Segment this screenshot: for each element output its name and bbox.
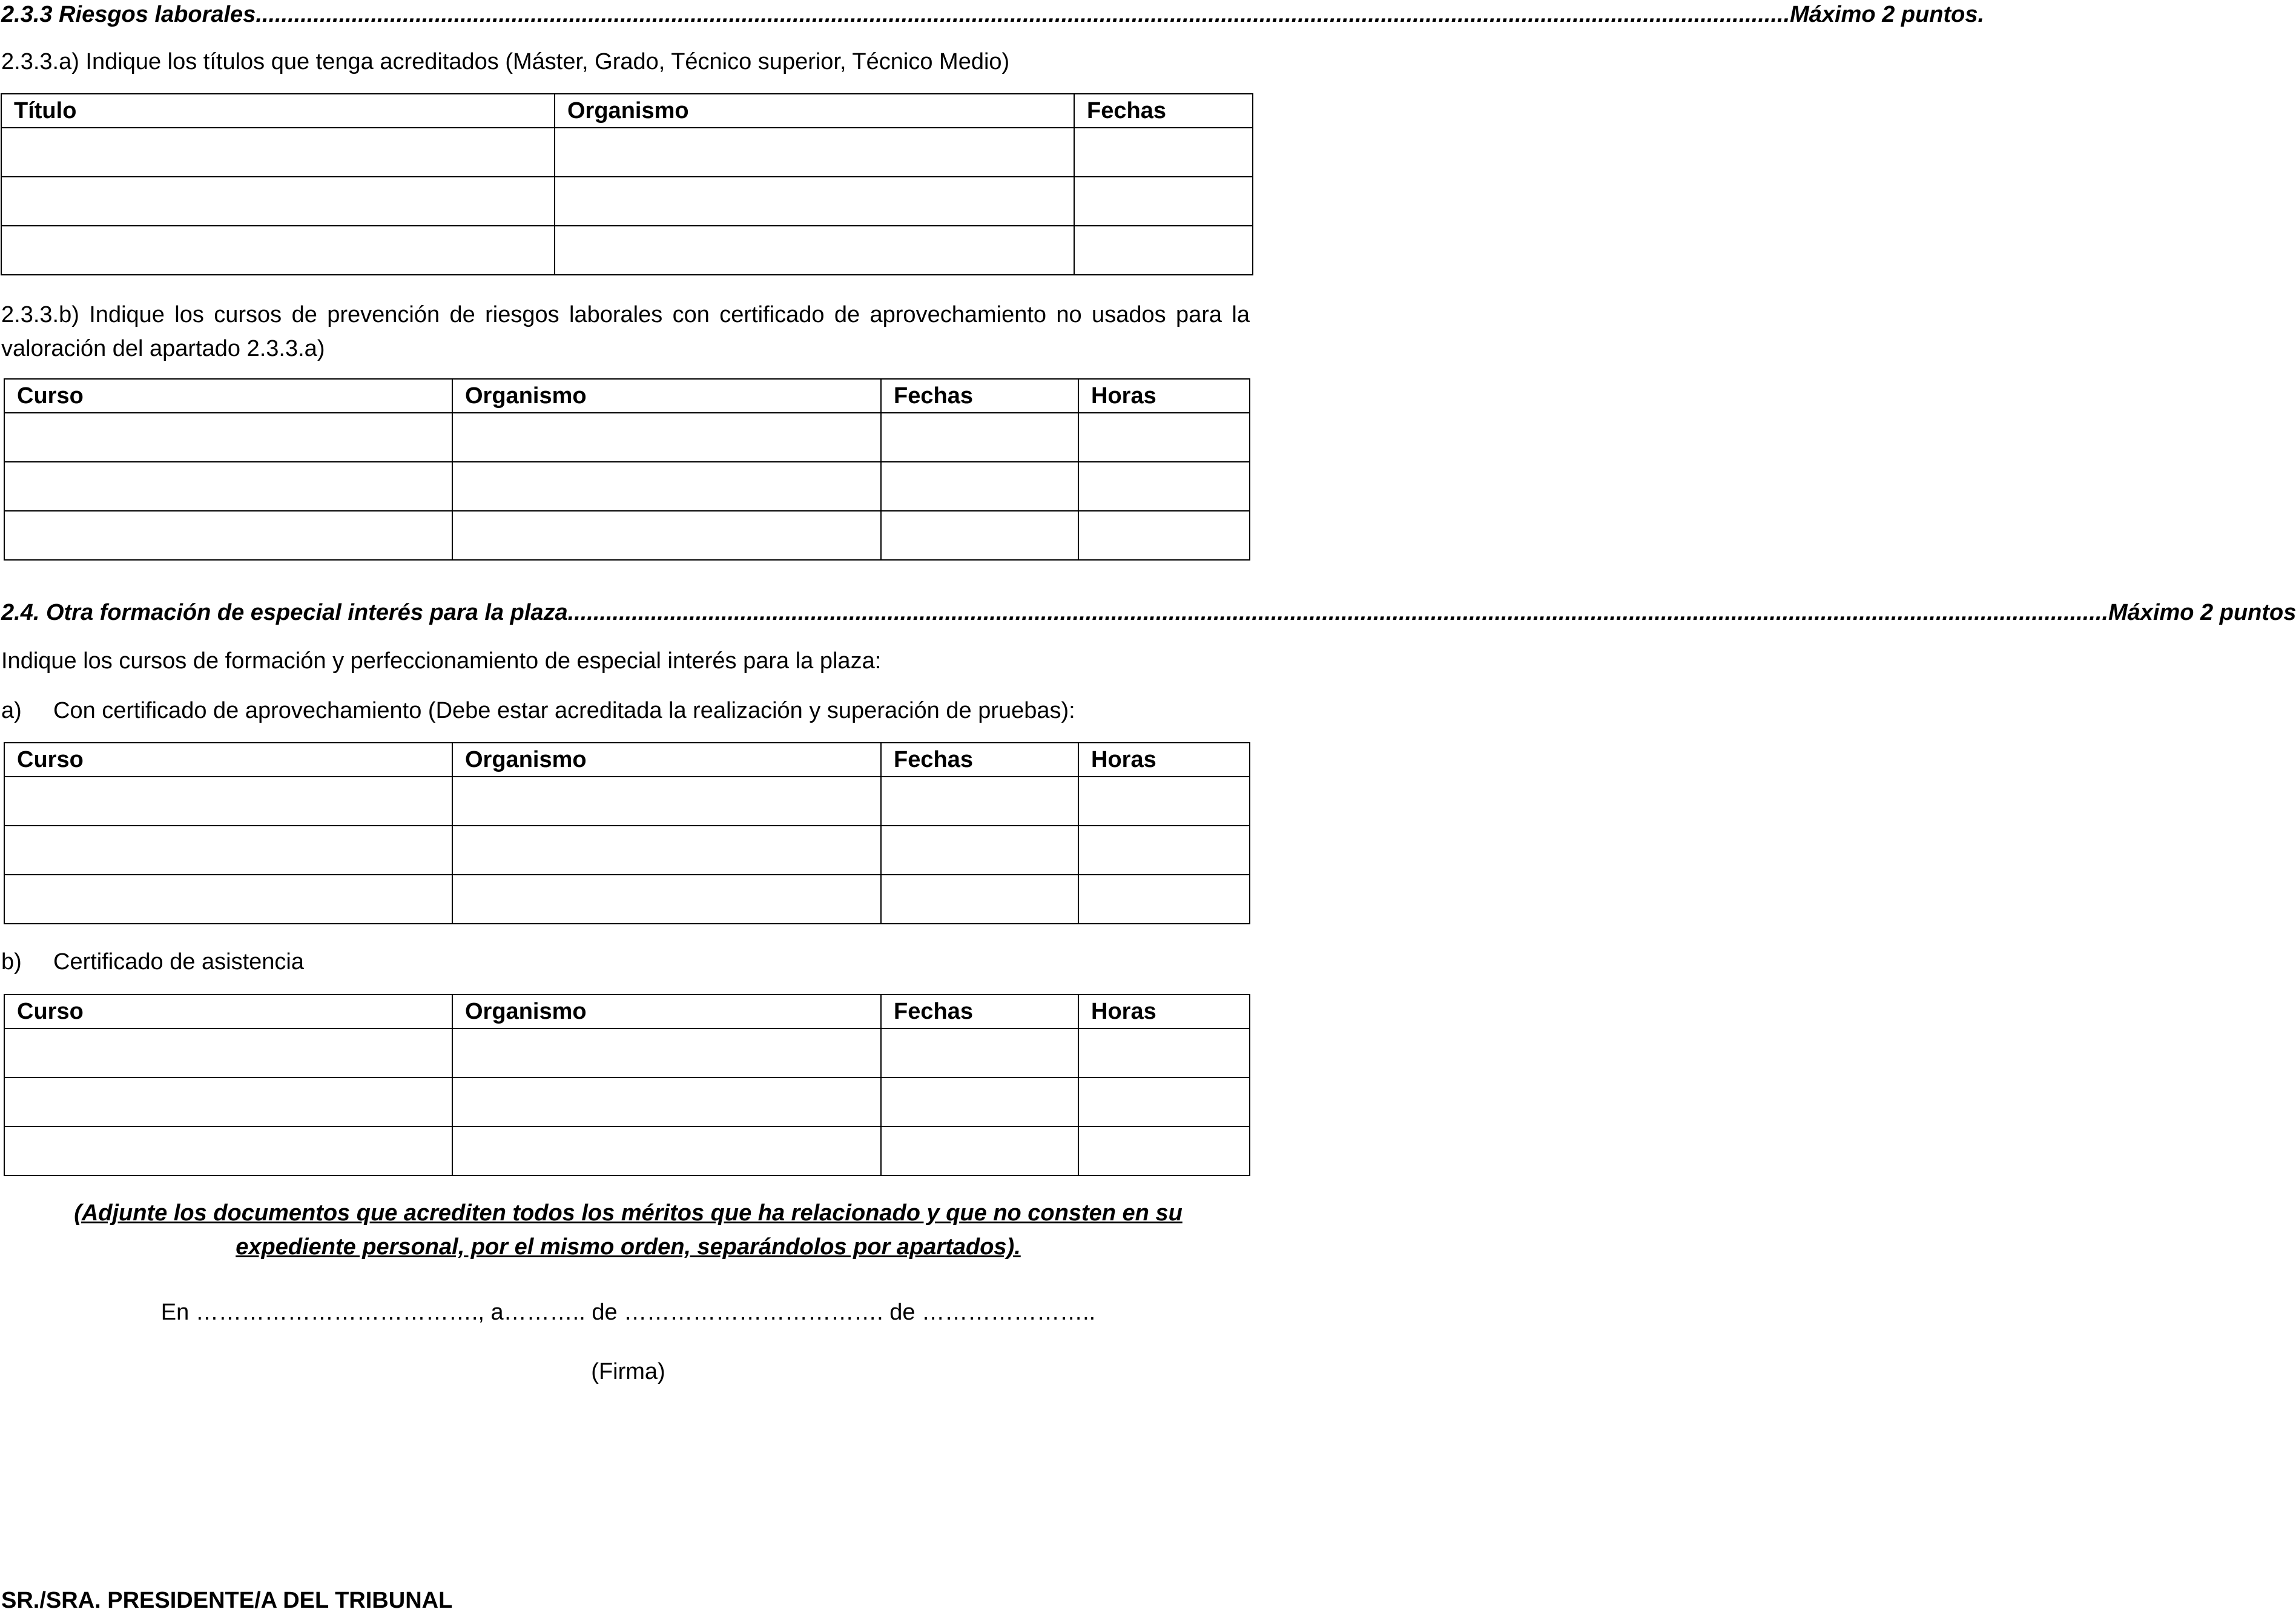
column-header: Organismo xyxy=(452,743,881,777)
column-header: Horas xyxy=(1078,995,1250,1028)
table-row[interactable] xyxy=(4,462,1250,511)
table-row[interactable] xyxy=(1,226,1253,275)
table-row[interactable] xyxy=(1,128,1253,177)
list-marker-b: b) xyxy=(1,949,22,975)
table-cell[interactable] xyxy=(1074,177,1253,226)
table-row[interactable] xyxy=(4,777,1250,826)
table-cell[interactable] xyxy=(452,413,881,462)
table-row[interactable] xyxy=(4,1077,1250,1127)
table-cell[interactable] xyxy=(4,1028,452,1077)
section-2-3-3-max-points: Máximo 2 puntos. xyxy=(1790,2,1985,27)
column-header: Organismo xyxy=(452,379,881,413)
table-cell[interactable] xyxy=(1,226,555,275)
section-2-3-3-a-intro: 2.3.3.a) Indique los títulos que tenga acreditados (Máster, Grado, Técnico superior, Técnico Medio) xyxy=(1,49,1010,74)
asistencia-courses-table xyxy=(4,994,1250,1176)
column-header: Horas xyxy=(1078,379,1250,413)
table-row[interactable] xyxy=(4,1028,1250,1077)
column-header: Fechas xyxy=(881,743,1078,777)
table-cell[interactable] xyxy=(881,875,1078,924)
column-header: Fechas xyxy=(1074,94,1253,128)
table-cell[interactable] xyxy=(4,777,452,826)
table-cell[interactable] xyxy=(452,1127,881,1176)
table-header-row xyxy=(4,379,1250,413)
table-cell[interactable] xyxy=(881,826,1078,875)
table-cell[interactable] xyxy=(881,777,1078,826)
table-header-row xyxy=(4,743,1250,777)
table-row[interactable] xyxy=(1,177,1253,226)
table-cell[interactable] xyxy=(1078,462,1250,511)
prl-courses-table xyxy=(4,378,1250,561)
table-cell[interactable] xyxy=(452,875,881,924)
table-cell[interactable] xyxy=(555,128,1074,177)
section-2-4-title: 2.4. Otra formación de especial interés para la plaza. xyxy=(1,600,575,625)
section-2-4-max-points: Máximo 2 puntos xyxy=(2108,600,2296,625)
table-cell[interactable] xyxy=(452,1028,881,1077)
table-row[interactable] xyxy=(4,413,1250,462)
column-header: Fechas xyxy=(881,379,1078,413)
addressee: SR./SRA. PRESIDENTE/A DEL TRIBUNAL xyxy=(1,1588,453,1613)
table-cell[interactable] xyxy=(4,462,452,511)
table-cell[interactable] xyxy=(881,1028,1078,1077)
attach-notice-line-2: expediente personal, por el mismo orden, separándolos por apartados). xyxy=(236,1234,1021,1260)
place-date-line[interactable]: En ………………………………., a……….. de ……………………………. de ………………….. xyxy=(160,1300,1096,1325)
column-header: Título xyxy=(1,94,555,128)
table-cell[interactable] xyxy=(1074,128,1253,177)
signature-label: (Firma) xyxy=(591,1359,665,1384)
table-cell[interactable] xyxy=(452,777,881,826)
table-cell[interactable] xyxy=(1078,413,1250,462)
item-b-text: Certificado de asistencia xyxy=(53,949,304,975)
section-2-3-3-b-intro: 2.3.3.b) Indique los cursos de prevención de riesgos laborales con certificado de aprovechamiento no usados para la valoración del apartado 2.3.3.a) xyxy=(1,302,1250,361)
section-2-3-3-heading xyxy=(1,0,1985,29)
dot-leader: ................................................................................................................................................................................................................................................ xyxy=(256,2,1790,27)
table-cell[interactable] xyxy=(4,1077,452,1127)
table-cell[interactable] xyxy=(1078,1028,1250,1077)
table-cell[interactable] xyxy=(881,413,1078,462)
table-row[interactable] xyxy=(4,826,1250,875)
table-cell[interactable] xyxy=(4,1127,452,1176)
table-cell[interactable] xyxy=(1078,1077,1250,1127)
table-row[interactable] xyxy=(4,875,1250,924)
table-cell[interactable] xyxy=(4,826,452,875)
table-cell[interactable] xyxy=(452,1077,881,1127)
table-cell[interactable] xyxy=(1078,875,1250,924)
table-cell[interactable] xyxy=(1078,1127,1250,1176)
column-header: Organismo xyxy=(555,94,1074,128)
attach-notice-line-1: (Adjunte los documentos que acrediten todos los méritos que ha relacionado y que no consten en su xyxy=(74,1200,1183,1226)
table-cell[interactable] xyxy=(881,462,1078,511)
list-marker-a: a) xyxy=(1,698,22,723)
section-2-4-heading xyxy=(1,598,2296,627)
table-cell[interactable] xyxy=(555,226,1074,275)
table-cell[interactable] xyxy=(881,1077,1078,1127)
table-row[interactable] xyxy=(4,511,1250,560)
section-2-4-intro: Indique los cursos de formación y perfeccionamiento de especial interés para la plaza: xyxy=(1,648,882,674)
table-cell[interactable] xyxy=(4,413,452,462)
table-header-row xyxy=(4,995,1250,1028)
table-cell[interactable] xyxy=(4,511,452,560)
column-header: Organismo xyxy=(452,995,881,1028)
column-header: Horas xyxy=(1078,743,1250,777)
table-cell[interactable] xyxy=(1,128,555,177)
table-cell[interactable] xyxy=(452,511,881,560)
table-cell[interactable] xyxy=(452,462,881,511)
table-cell[interactable] xyxy=(881,1127,1078,1176)
section-2-3-3-title: 2.3.3 Riesgos laborales xyxy=(1,2,256,27)
table-cell[interactable] xyxy=(1078,511,1250,560)
column-header: Curso xyxy=(4,995,452,1028)
table-cell[interactable] xyxy=(1,177,555,226)
table-cell[interactable] xyxy=(452,826,881,875)
column-header: Fechas xyxy=(881,995,1078,1028)
dot-leader: ................................................................................................................................................................................................................................................ xyxy=(574,600,2109,625)
table-row[interactable] xyxy=(4,1127,1250,1176)
titles-table xyxy=(1,93,1253,275)
aprovechamiento-courses-table xyxy=(4,742,1250,924)
table-cell[interactable] xyxy=(4,875,452,924)
item-a-text: Con certificado de aprovechamiento (Debe estar acreditada la realización y superación de pruebas): xyxy=(53,698,1075,723)
table-cell[interactable] xyxy=(555,177,1074,226)
table-header-row xyxy=(1,94,1253,128)
table-cell[interactable] xyxy=(1074,226,1253,275)
table-cell[interactable] xyxy=(1078,826,1250,875)
column-header: Curso xyxy=(4,743,452,777)
table-cell[interactable] xyxy=(881,511,1078,560)
column-header: Curso xyxy=(4,379,452,413)
table-cell[interactable] xyxy=(1078,777,1250,826)
